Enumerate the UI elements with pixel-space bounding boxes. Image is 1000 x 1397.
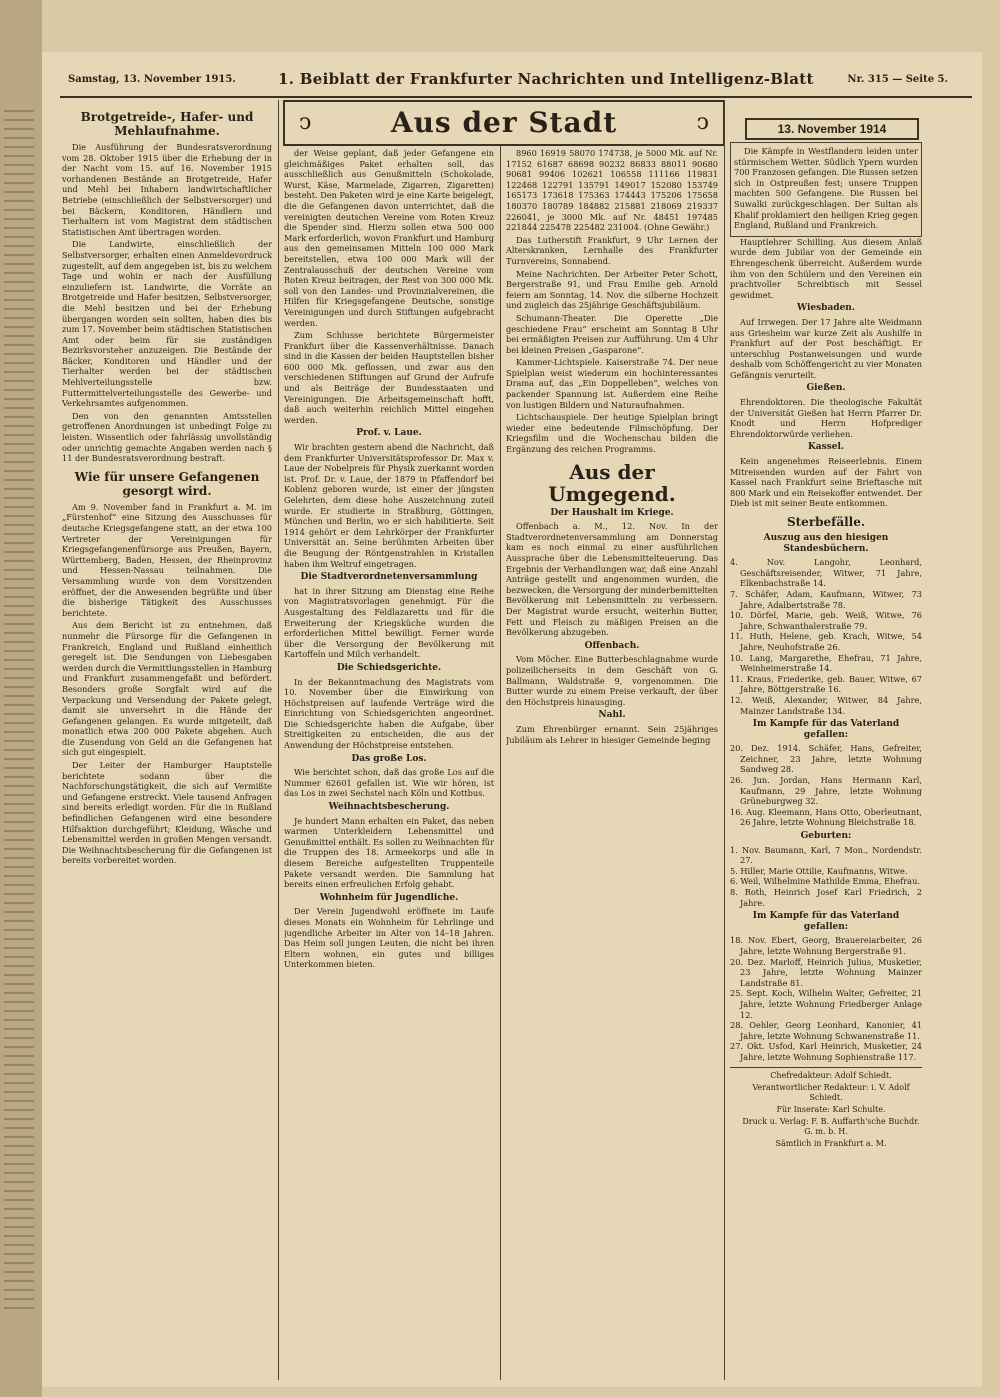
list-item: 11. Huth, Helene, geb. Krach, Witwe, 54 Jahre, Neuhofstraße 26. <box>730 631 922 652</box>
article-paragraph: Wir brachten gestern abend die Nachricht, daß dem Frankfurter Universitätsprofessor Dr. Max v. Laue der Nobelpreis für Physik zuerkannt worden ist. Prof. Dr. v. Laue, der 1879 in Pfaffendorf bei Koblenz geboren wurde, ist einer der jüngsten Gelehrten, dem diese hohe Auszeichnung zuteil wurde. Er studierte in Straßburg, Göttingen, München und Berlin, wo er sich habilitierte. Seit 1914 gehört er dem Lehrkörper der Frankfurter Universität an. Seine berühmten Arbeiten über die Beugung der Röntgenstrahlen in Kristallen haben ihm Weltruf eingetragen. <box>284 442 494 569</box>
article-headline: Weihnachtsbescherung. <box>328 802 450 813</box>
imprint-line: Für Inserate: Karl Schulte. <box>776 1104 886 1114</box>
column-3 <box>506 148 718 1384</box>
article-paragraph: Meine Nachrichten. Der Arbeiter Peter Schott, Bergerstraße 91, und Frau Emilie geb. Arnold feiern am Sonntag, 14. Nov. die silberne Hochzeit und zugleich das 25jährige Geschäftsjubiläum. <box>506 268 718 311</box>
section-headline: Aus der Umgegend. <box>548 459 676 506</box>
list-item: 10. Dörfel, Marie, geb. Weiß, Witwe, 76 Jahre, Schwanthalerstraße 79. <box>730 610 922 631</box>
column-2 <box>284 148 494 1384</box>
anniversary-date-box: 13. November 1914 <box>745 118 919 140</box>
imprint-line: Verantwortlicher Redakteur: i. V. Adolf Schiedt. <box>752 1082 910 1102</box>
list-item: 20. Dez. Marloff, Heinrich Julius, Musketier, 23 Jahre, letzte Wohnung Mainzer Landstraße 81. <box>730 956 922 988</box>
article-paragraph: Aus dem Bericht ist zu entnehmen, daß nunmehr die Fürsorge für die Gefangenen in Frankreich, England und Rußland einheitlich geregelt ist. Die Sendungen von Liebesgaben werden durch die Vermittlungsstellen in Hamburg und Frankfurt zusammengefaßt und befördert. Besonders große Sorgfalt wird auf die Verpackung und Versendung der Pakete gelegt, damit sie unversehrt in die Hände der Gefangenen gelangen. Es wurde mitgeteilt, daß monatlich etwa 200 000 Pakete abgehen. Auch die Zusendung von Geld an die Gefangenen hat sich gut eingespielt. <box>62 620 272 758</box>
article-headline: Gießen. <box>806 383 846 394</box>
list-item: 8. Roth, Heinrich Josef Karl Friedrich, 2 Jahre. <box>730 887 922 908</box>
list-item: 10. Lang, Margarethe, Ehefrau, 71 Jahre, Weinheimerstraße 14. <box>730 652 922 674</box>
masthead-title: 1. Beiblatt der Frankfurter Nachrichten und Intelligenz-Blatt <box>278 70 814 88</box>
death-notices-headline: Sterbefälle. <box>786 515 866 529</box>
article-headline: Wiesbaden. <box>797 303 855 314</box>
article-paragraph: Zum Schlusse berichtete Bürgermeister Frankfurt über die Kassenverhältnisse. Danach sind in die Kassen der beiden Hauptstellen bisher 600 000 Mk. geflossen, und zwar aus den verschiedenen Stiftungen auf Grund der Aufrufe und als Beiträge der Bundesstaaten und Vereinigungen. Die Arbeitsgemeinschaft hofft, daß auch weiterhin reichlich Mittel eingehen werden. <box>284 330 494 425</box>
page-edge <box>0 0 42 1397</box>
article-paragraph: Kein angenehmes Reiseerlebnis. Einem Mitreisenden wurden auf der Fahrt von Kassel nach Frankfurt seine Brieftasche mit 800 Mark und ein Reisekoffer entwendet. Der Dieb ist mit seiner Beute entkommen. <box>730 456 922 509</box>
fallen-soldiers-list <box>730 935 922 1062</box>
register-subheadline: Im Kampfe für das Vaterland gefallen: <box>752 719 900 740</box>
article-paragraph: Vom Möcher. Eine Butterbeschlagnahme wurde polizeilicherseits in dem Geschäft von G. Ballmann, Waldstraße 9, vorgenommen. Die Butter wurde zu einem Preise verkauft, der über den Höchstpreis hinausging. <box>506 654 718 707</box>
list-item: 12. Weiß, Alexander, Witwer, 84 Jahre, Mainzer Landstraße 134. <box>730 694 922 716</box>
article-paragraph: Der Verein Jugendwohl eröffnete im Laufe dieses Monats ein Wohnheim für Lehrlinge und jugendliche Arbeiter im Alter von 14–18 Jahren. Das Heim soll jungen Leuten, die nicht bei ihren Eltern wohnen, ein gutes und billiges Unterkommen bieten. <box>284 906 494 970</box>
article-paragraph: Den von den genannten Amtsstellen getroffenen Anordnungen ist unbedingt Folge zu leisten. Wissentlich oder fahrlässig unvollständig oder unrichtig gemachte Angaben werden nach § 11 der Bundesratsverordnung bestraft. <box>62 410 272 464</box>
ornament-right-icon: ↄ <box>696 110 709 135</box>
article-paragraph: Ehrendoktoren. Die theologische Fakultät der Universität Gießen hat Herrn Pfarrer Dr. Knodt und Herrn Hofprediger Ehrendoktorwürde verliehen. <box>730 397 922 439</box>
article-headline: Die Stadtverordnetenversammlung <box>300 572 478 583</box>
previous-page-column <box>4 110 34 1310</box>
list-item: 11. Kraus, Friederike, geb. Bauer, Witwe, 67 Jahre, Böttgerstraße 16. <box>730 673 922 695</box>
imprint-line: Chefredakteur: Adolf Schiedt. <box>770 1070 892 1080</box>
article-paragraph: Der Leiter der Hamburger Hauptstelle berichtete sodann über die Nachforschungstätigkeit, die sich auf Vermißte und Gefangene erstreckt. Viele tausend Anfragen sind bereits erledigt worden. Für die in Rußland befindlichen Gefangenen wird eine besondere Hilfsaktion durchgeführt; Kleidung, Wäsche und Lebensmittel werden in großen Mengen versandt. Die Weihnachtsbescherung für die Gefangenen ist bereits vorbereitet worden. <box>62 760 272 866</box>
article-headline: Prof. v. Laue. <box>356 428 422 439</box>
article-headline: Wie für unsere Gefangenen gesorgt wird. <box>74 469 260 498</box>
register-subheadline: Auszug aus den hiesigen Standesbüchern. <box>763 533 889 554</box>
list-item: 4. Nov. Langohr, Leonhard, Geschäftsreisender, Witwer, 71 Jahre, Elkenbachstraße 14. <box>730 557 922 589</box>
anniversary-box <box>730 142 922 237</box>
article-headline: Der Haushalt im Kriege. <box>550 507 674 518</box>
column-4 <box>730 142 922 1382</box>
article-paragraph: Die Landwirte, einschließlich der Selbstversorger, erhalten einen Anmeldevordruck zugestellt, auf dem angegeben ist, bis zu welchem Tage und wohin er nach der Ausfüllung einzuliefern ist. Landwirte, die Vorräte an Brotgetreide und Hafer besitzen, Selbstversorger, die Mehl besitzen und bei der Erhebung übergangen worden sein sollten, haben dies bis zum 17. November beim städtischen Statistischen Amt oder beim für sie zuständigen Bezirksvorsteher anzuzeigen. Die Bestände der Bäcker, Konditoren und Händler und der Tierhalter werden bei der städtischen Mehlverteilungsstelle bzw. Futtermittelverteilungsstelle des Gewerbe- und Verkehrsamtes aufgenommen. <box>62 239 272 409</box>
list-item: 7. Schäfer, Adam, Kaufmann, Witwer, 73 Jahre, Adalbertstraße 78. <box>730 588 922 610</box>
list-item: 16. Aug. Kleemann, Hans Otto, Oberleutnant, 26 Jahre, letzte Wohnung Bleichstraße 18. <box>730 806 922 828</box>
issue-number: Nr. 315 — Seite 5. <box>847 74 948 85</box>
column-divider <box>278 100 279 1380</box>
births-list <box>730 845 922 909</box>
article-headline: Das große Los. <box>351 753 427 764</box>
article-paragraph: hat in ihrer Sitzung am Dienstag eine Reihe von Magistratsvorlagen genehmigt. Für die Ausgestaltung des Feldlazaretts und für die Erweiterung der Kriegsküche wurden die erforderlichen Mittel bewilligt. Ferner wurde über die Versorgung der Bevölkerung mit Kartoffeln und Milch verhandelt. <box>284 585 494 660</box>
masthead-rule <box>60 96 972 98</box>
list-item: 18. Nov. Ebert, Georg, Brauereiarbeiter, 26 Jahre, letzte Wohnung Bergerstraße 91. <box>730 935 922 956</box>
section-title: Aus der Stadt <box>390 106 618 139</box>
list-item: 6. Weil, Wilhelmine Mathilde Emma, Ehefrau. <box>730 876 920 887</box>
list-item: 1. Nov. Baumann, Karl, 7 Mon., Nordendstr. 27. <box>730 844 922 866</box>
article-paragraph: Auf Irrwegen. Der 17 Jahre alte Weidmann aus Griesheim war kurze Zeit als Aushilfe in Frankfurt auf der Post beschäftigt. Er unterschlug Postanweisungen und wurde deshalb vom Schöffengericht zu vier Monaten Gefängnis verurteilt. <box>730 316 922 380</box>
anniversary-text: Die Kämpfe in Westflandern leiden unter stürmischem Wetter. Südlich Ypern wurden 700 Franzosen gefangen. Die Russen setzen sich in Ostpreußen fest; unsere Truppen machten 500 Gefangene. Die Russen bei Suwalki zurückgeschlagen. Der Sultan als Khalif proklamiert den heiligen Krieg gegen England, Rußland und Frankreich. <box>734 146 918 231</box>
masthead <box>48 70 978 92</box>
article-paragraph: Kammer-Lichtspiele. Kaiserstraße 74. Der neue Spielplan weist wiederum ein hochinteressantes Drama auf, das „Ein Doppelleben“, welches von packender Spannung ist. Außerdem eine Reihe von lustigen Bildern und Naturaufnahmen. <box>506 357 718 410</box>
article-headline: Kassel. <box>807 442 845 453</box>
article-paragraph: In der Bekanntmachung des Magistrats vom 10. November über die Einwirkung von Höchstpreisen auf laufende Verträge wird die Einrichtung von Schiedsgerichten angeordnet. Die Schiedsgerichte haben die Aufgabe, über Streitigkeiten zu entscheiden, die aus der Anwendung der Höchstpreise entstehen. <box>284 676 494 751</box>
article-paragraph: der Weise geplant, daß jeder Gefangene ein gleichmäßiges Paket erhalten soll, das ausschließlich aus Genußmitteln (Schokolade, Wurst, Käse, Marmelade, Zigarren, Zigaretten) besteht. Den Paketen wird je eine Karte beigelegt, die die Gefangenen davon unterrichtet, daß die vereinigten deutschen Vereine vom Roten Kreuz die Spender sind. Hierzu sollen etwa 500 000 Mark erforderlich, wovon Frankfurt und Hamburg aus den gemeinsamen Mitteln 100 000 Mark bereitstellen, etwa 100 000 Mark will der Zentralausschuß der deutschen Vereine vom Roten Kreuz beitragen, der Rest von 300 000 Mk. soll von den Landes- und Provinzialvereinen, die Hilfen für Kriegsgefangene Deutsche, sonstige Vereinigungen und durch Stiftungen aufgebracht werden. <box>284 148 494 328</box>
article-paragraph: Das Lutherstift Frankfurt, 9 Uhr Lernen der Alterskranken, Lernhalle des Frankfurter Turnvereins, Sonnabend. <box>506 234 718 266</box>
article-headline: Offenbach. <box>584 640 640 651</box>
article-paragraph: Wie berichtet schon, daß das große Los auf die Nummer 62601 gefallen ist. Wie wir hören, ist das Los in zwei Sechstel nach Köln und Kottbus. <box>284 767 494 799</box>
death-notices-list <box>730 557 922 716</box>
article-paragraph: Schumann-Theater. Die Operette „Die geschiedene Frau“ erscheint am Sonntag 8 Uhr bei ermäßigten Preisen zur Aufführung. Um 4 Uhr bei kleinen Preisen „Gasparone“. <box>506 312 718 355</box>
list-item: 26. Jun. Jordan, Hans Hermann Karl, Kaufmann, 29 Jahre, letzte Wohnung Grüneburgweg 32. <box>730 775 922 807</box>
column-1 <box>62 104 272 1384</box>
article-paragraph: Die Ausführung der Bundesratsverordnung vom 28. Oktober 1915 über die Erhebung der in der Nacht vom 15. auf 16. November 1915 vorhandenen Bestände an Brotgetreide, Hafer und Mehl bei Inhabern landwirtschaftlicher Betriebe (einschließlich der Selbstversorger) und bei Bäckern, Konditoren, Händlern und Tierhaltern ist vom Magistrat dem städtischen Statistischen Amt übertragen worden. <box>62 142 272 237</box>
article-paragraph: Lichtschauspiele. Der heutige Spielplan bringt wieder eine bedeutende Filmschöpfung. Der Kriegsfilm und die Wochenschau bilden die Ergänzung des reichen Programms. <box>506 412 718 455</box>
article-headline: Brotgetreide-, Hafer- und Mehlaufnahme. <box>80 110 254 138</box>
article-paragraph: Am 9. November fand in Frankfurt a. M. im „Fürstenhof“ eine Sitzung des Ausschusses für deutsche Kriegsgefangene statt, an der etwa 100 Vertreter der Vereinigungen für Kriegsgefangenenfürsorge aus Preußen, Bayern, Württemberg, Baden, Hessen, der Rheinprovinz und Hessen-Nassau teilnahmen. Die Versammlung wurde von dem Vorsitzenden eröffnet, der die Anwesenden begrüßte und über die bisherige Tätigkeit des Ausschusses berichtete. <box>62 501 272 618</box>
list-item: 25. Sept. Koch, Wilhelm Walter, Gefreiter, 21 Jahre, letzte Wohnung Friedberger Anlage 12. <box>730 988 922 1020</box>
section-banner <box>283 100 725 146</box>
register-subheadline: Geburten: <box>800 831 852 842</box>
fallen-soldiers-list <box>730 743 922 828</box>
article-paragraph: Offenbach a. M., 12. Nov. In der Stadtverordnetenversammlung am Donnerstag kam es noch einmal zu einer ausführlichen Aussprache über die Lebensmittelteuerung. Das Ergebnis der Verhandlungen war, daß eine Anzahl Anträge gestellt und angenommen wurden, die bezwecken, die Versorgung der minderbemittelten Bevölkerung mit Lebensmitteln zu verbessern. Der Magistrat wurde ersucht, weiterhin Butter, Fett und Fleisch zu mäßigen Preisen an die Bevölkerung abzugeben. <box>506 521 718 638</box>
imprint-line: Druck u. Verlag: F. B. Auffarth'sche Buchdr. G. m. b. H. <box>742 1116 920 1136</box>
list-item: 20. Dez. 1914. Schäfer, Hans, Gefreiter, Zeichner, 23 Jahre, letzte Wohnung Sandweg 28. <box>730 743 922 775</box>
article-headline: Nahl. <box>598 710 626 721</box>
list-item: 5. Hiller, Marie Ottilie, Kaufmanns, Witwe. <box>730 865 908 876</box>
issue-date: Samstag, 13. November 1915. <box>68 74 236 85</box>
imprint-line: Sämtlich in Frankfurt a. M. <box>775 1138 887 1148</box>
list-item: 28. Oehler, Georg Leonhard, Kanonier, 41 Jahre, letzte Wohnung Schwanenstraße 11. <box>730 1020 922 1041</box>
article-headline: Die Schiedsgerichte. <box>336 662 442 673</box>
column-divider <box>724 100 725 1380</box>
article-paragraph: Hauptlehrer Schilling. Aus diesem Anlaß wurde dem Jubilar von der Gemeinde ein Ehrengeschenk überreicht. Außerdem wurde ihm von den Schülern und den Vereinen ein prachtvoller Schreibtisch mit Sessel gewidmet. <box>730 236 922 300</box>
imprint <box>730 1067 922 1149</box>
register-subheadline: Im Kampfe für das Vaterland gefallen: <box>752 911 900 932</box>
column-divider <box>500 145 501 1380</box>
article-headline: Wohnheim für Jugendliche. <box>319 892 459 903</box>
article-paragraph: Zum Ehrenbürger ernannt. Sein 25jähriges Jubiläum als Lehrer in hiesiger Gemeinde beging <box>506 723 718 745</box>
lottery-numbers: 8960 16919 58070 174738, je 5000 Mk. auf Nr. 17152 61687 68698 90232 86833 88011 90680 90681 99406 102621 106558 111166 119831 122468 122791 135791 149017 152080 153749 165173 173618 175363 174443 175206 175658 180370 180789 184882 215881 218069 219337 226041, je 3000 Mk. auf Nr. 48451 197485 221844 225478 225482 231004. (Ohne Gewähr.) <box>506 148 718 233</box>
list-item: 27. Okt. Usfod, Karl Heinrich, Musketier, 24 Jahre, letzte Wohnung Sophienstraße 117. <box>730 1041 922 1062</box>
article-paragraph: Je hundert Mann erhalten ein Paket, das neben warmen Unterkleidern Lebensmittel und Genußmittel enthält. Es sollen zu Weihnachten für die Truppen des 18. Armeekorps und alle in diesem Bereiche aufgestellten Truppenteile Pakete versandt werden. Die Sammlung hat bereits einen erfreulichen Erfolg gehabt. <box>284 815 494 890</box>
ornament-left-icon: ↄ <box>299 110 312 135</box>
